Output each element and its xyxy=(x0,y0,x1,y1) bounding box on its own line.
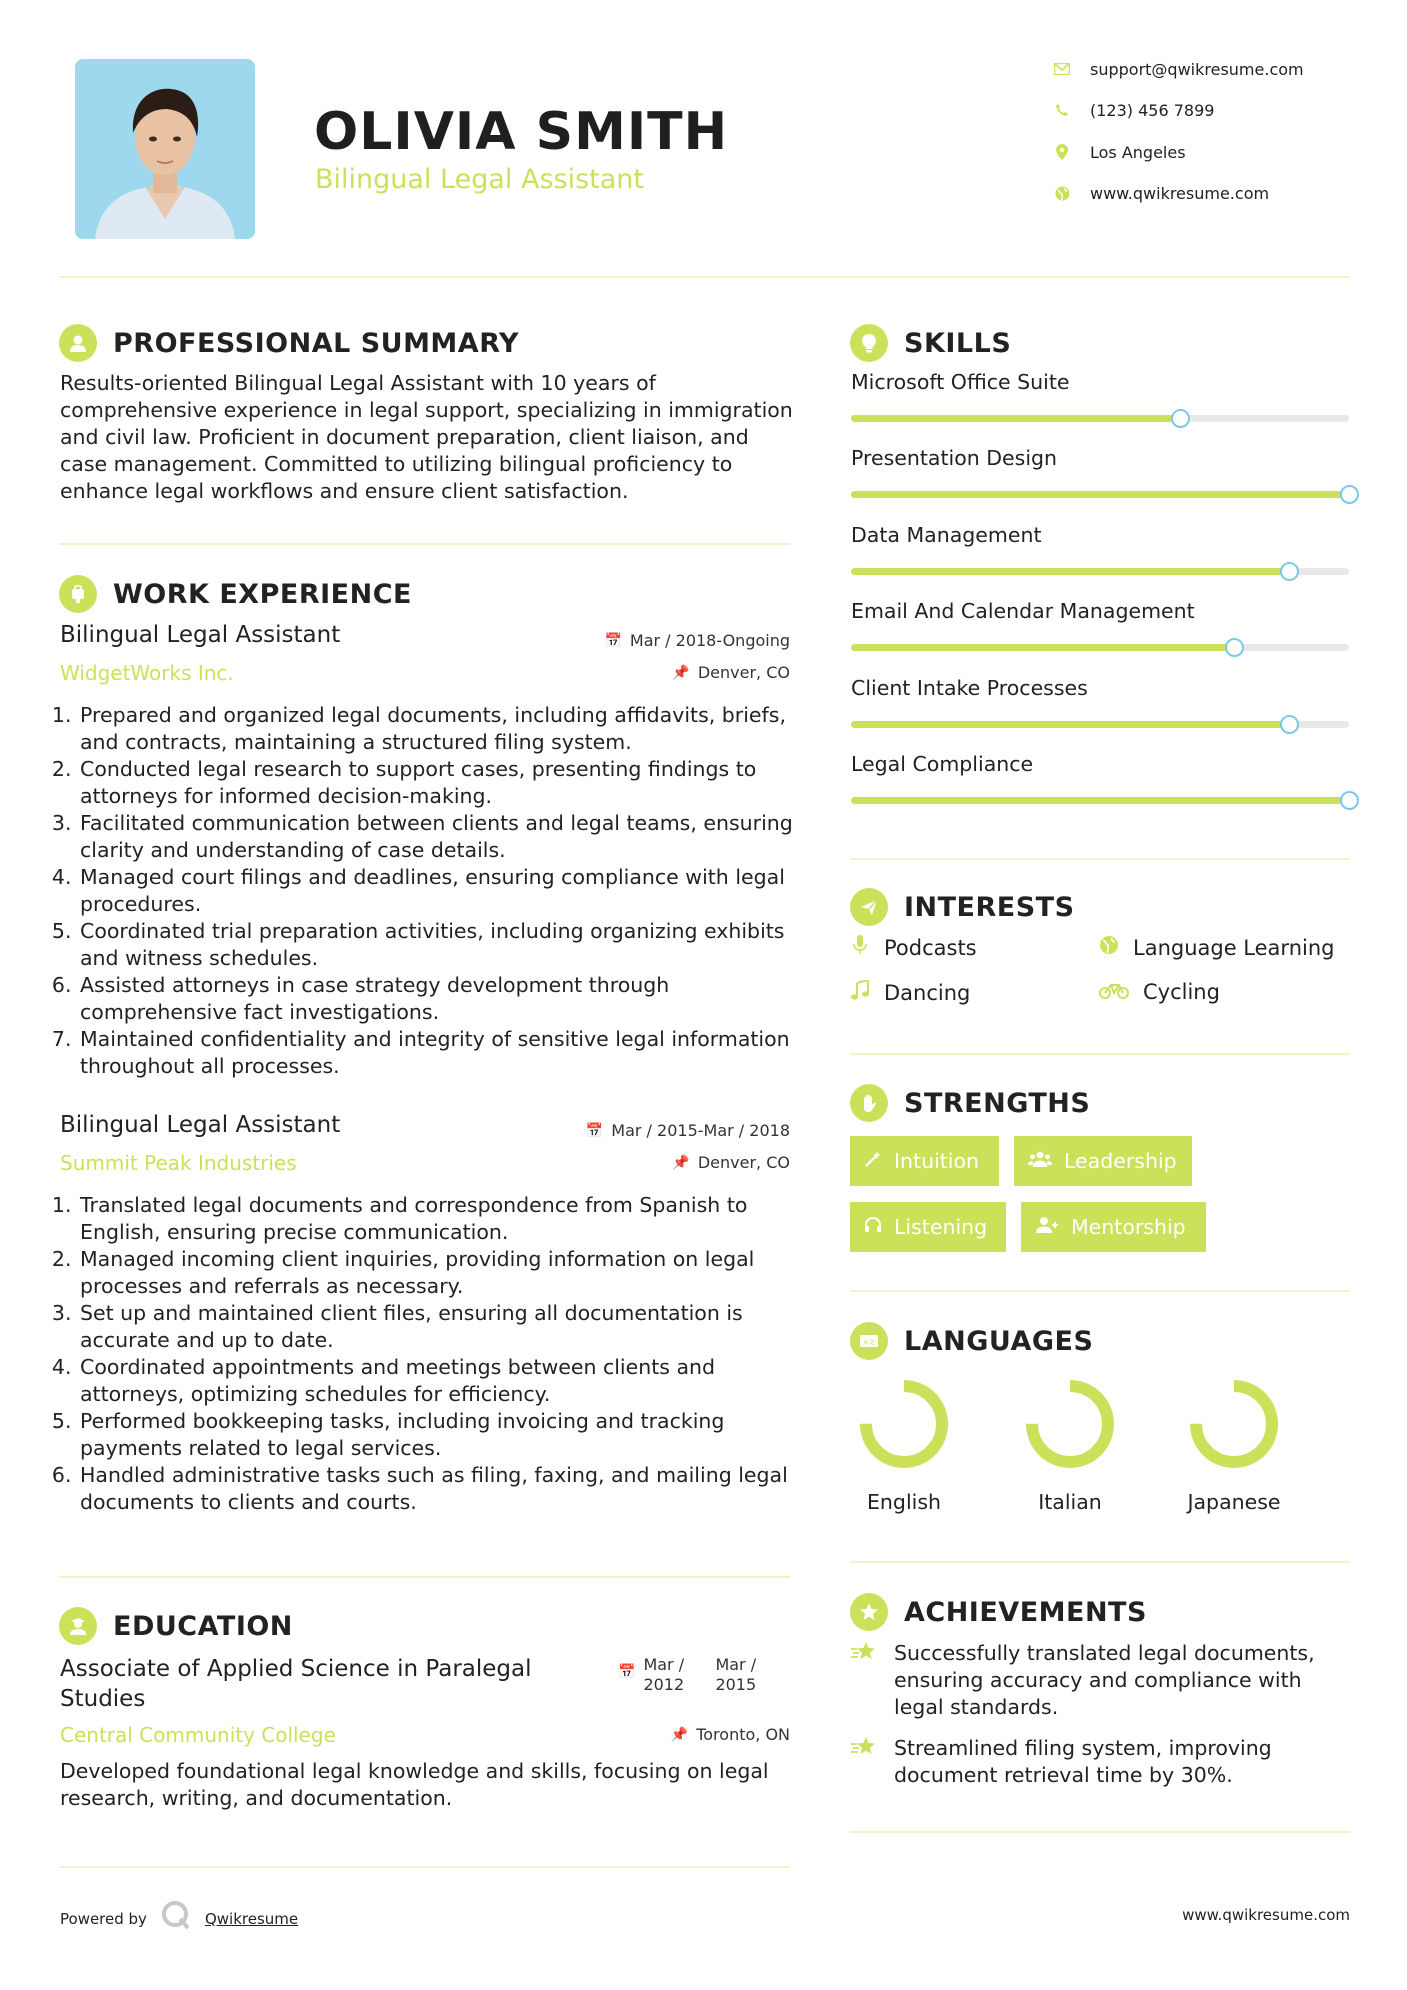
qwikresume-logo-icon xyxy=(161,1900,191,1938)
education-date-start: Mar / 2012 xyxy=(643,1655,685,1694)
job-1-duties xyxy=(60,702,800,1080)
star-icon xyxy=(850,1640,880,1671)
interests-heading-text: INTERESTS xyxy=(904,891,1075,923)
headphones-icon xyxy=(864,1216,882,1239)
star-badge-icon xyxy=(850,1593,888,1631)
candidate-title: Bilingual Legal Assistant xyxy=(315,164,644,195)
contact-website-text: www.qwikresume.com xyxy=(1090,183,1270,203)
interests-divider xyxy=(850,1053,1350,1055)
bicycle-icon xyxy=(1099,980,1129,1004)
languages-divider xyxy=(850,1561,1350,1563)
list-item: 1. Translated legal documents and correspondence from Spanish to English, ensuring precise communication. xyxy=(78,1192,800,1246)
list-item: 4. Managed court filings and deadlines, ensuring compliance with legal procedures. xyxy=(78,864,800,918)
list-item: 4. Coordinated appointments and meetings between clients and attorneys, optimizing schedules for efficiency. xyxy=(78,1354,800,1408)
music-note-icon xyxy=(850,980,870,1005)
education-location-text: Toronto, ON xyxy=(696,1725,790,1744)
education-description: Developed foundational legal knowledge and skills, focusing on legal research, writing, and documentation. xyxy=(60,1759,769,1810)
skill-name: Presentation Design xyxy=(851,446,1058,471)
phone-icon xyxy=(1052,100,1072,120)
graduate-icon xyxy=(59,1607,97,1645)
calendar-icon: 📅 xyxy=(604,632,622,649)
job-2-title: Bilingual Legal Assistant xyxy=(60,1112,341,1138)
contact-phone[interactable] xyxy=(1052,98,1372,122)
language-level-ring xyxy=(858,1378,950,1470)
star-icon xyxy=(850,1735,880,1766)
profile-photo xyxy=(75,59,255,239)
language-name: Japanese xyxy=(1187,1490,1281,1514)
skill-bar-track xyxy=(851,644,1349,651)
skills-heading xyxy=(850,323,1011,363)
interest-language-learning xyxy=(1099,935,1334,960)
languages-heading xyxy=(850,1321,1093,1361)
interest-label: Language Learning xyxy=(1133,935,1335,960)
skills-heading-text: SKILLS xyxy=(904,327,1012,359)
language-level-arc xyxy=(1032,1386,1108,1462)
list-item: 6. Assisted attorneys in case strategy development through comprehensive fact investigations. xyxy=(78,972,800,1026)
job-1-date xyxy=(604,631,790,650)
interest-label: Cycling xyxy=(1143,980,1220,1004)
powered-by-text: Powered by xyxy=(60,1910,147,1928)
job-1-location xyxy=(672,663,790,682)
qwikresume-link[interactable]: Qwikresume xyxy=(204,1910,299,1928)
strength-label: Listening xyxy=(894,1215,988,1239)
location-pin-icon xyxy=(1052,142,1072,162)
header-divider xyxy=(59,276,1350,278)
paper-plane-icon xyxy=(850,888,888,926)
job-1-date-text: Mar / 2018-Ongoing xyxy=(629,631,790,650)
pushpin-icon: 📌 xyxy=(672,1154,690,1171)
skill-name: Legal Compliance xyxy=(851,752,1034,776)
achievement-text: Streamlined filing system, improving document retrieval time by 30%. xyxy=(894,1736,1272,1787)
education-degree: Associate of Applied Science in Paralegal Studies xyxy=(60,1656,532,1712)
skill-bar-fill xyxy=(851,721,1289,728)
job-2-company: Summit Peak Industries xyxy=(60,1151,297,1175)
education-heading-text: EDUCATION xyxy=(113,1610,293,1642)
summary-heading xyxy=(59,323,519,363)
summary-heading-text: PROFESSIONAL SUMMARY xyxy=(113,327,520,359)
strength-intuition xyxy=(850,1136,999,1186)
education-heading xyxy=(59,1606,293,1646)
list-item: 3. Facilitated communication between clients and legal teams, ensuring clarity and understanding of case details. xyxy=(78,810,800,864)
skill-level-knob xyxy=(1280,715,1299,734)
candidate-name: OLIVIA SMITH xyxy=(314,102,729,162)
contact-phone-text: (123) 456 7899 xyxy=(1090,100,1215,120)
achievements-heading xyxy=(850,1592,1147,1632)
hand-icon xyxy=(850,1084,888,1122)
language-name: English xyxy=(866,1490,942,1514)
interest-podcasts xyxy=(850,935,977,960)
language-name: Italian xyxy=(1038,1490,1102,1514)
list-item: 7. Maintained confidentiality and integrity of sensitive legal information throughout all processes. xyxy=(78,1026,800,1080)
achievements-heading-text: ACHIEVEMENTS xyxy=(904,1596,1147,1628)
strengths-heading-text: STRENGTHS xyxy=(904,1087,1091,1119)
skill-bar-fill xyxy=(851,644,1234,651)
pushpin-icon: 📌 xyxy=(670,1726,689,1743)
interests-heading xyxy=(850,887,1075,927)
contact-email-text: support@qwikresume.com xyxy=(1090,59,1304,79)
achievement-item xyxy=(850,1735,1340,1789)
user-plus-icon xyxy=(1035,1216,1059,1239)
interest-label: Dancing xyxy=(884,980,971,1005)
summary-divider xyxy=(59,543,790,545)
strength-label: Mentorship xyxy=(1071,1215,1186,1239)
person-portrait-icon xyxy=(75,59,255,239)
mail-icon xyxy=(1052,59,1072,79)
education-dates xyxy=(618,1655,775,1695)
calendar-icon: 📅 xyxy=(585,1122,604,1139)
achievements-divider xyxy=(850,1831,1350,1833)
interest-label: Podcasts xyxy=(884,935,977,960)
job-1-location-text: Denver, CO xyxy=(697,663,790,682)
skill-bar-fill xyxy=(851,797,1349,804)
strength-leadership xyxy=(1014,1136,1192,1186)
interest-dancing xyxy=(850,980,970,1005)
globe-icon xyxy=(1052,183,1072,203)
strength-label: Intuition xyxy=(894,1149,980,1173)
skill-name: Microsoft Office Suite xyxy=(851,370,1070,394)
experience-heading-text: WORK EXPERIENCE xyxy=(113,578,412,610)
skill-bar-track xyxy=(851,415,1349,422)
user-icon xyxy=(59,324,97,362)
education-location xyxy=(671,1725,790,1744)
skill-name: Data Management xyxy=(851,522,1042,547)
language-level-ring xyxy=(1188,1378,1280,1470)
skill-name: Client Intake Processes xyxy=(851,675,1088,700)
calendar-icon: 📅 xyxy=(618,1664,636,1680)
job-2-duties xyxy=(60,1192,800,1516)
list-item: 5. Performed bookkeeping tasks, including invoicing and tracking payments related to legal services. xyxy=(78,1408,800,1462)
magic-wand-icon xyxy=(864,1150,882,1173)
strength-mentorship xyxy=(1021,1202,1206,1252)
interest-cycling xyxy=(1099,980,1220,1004)
contact-location xyxy=(1052,140,1372,164)
strength-listening xyxy=(850,1202,1006,1252)
skill-bar-fill xyxy=(851,415,1180,422)
list-item: 2. Managed incoming client inquiries, providing information on legal processes and referrals as necessary. xyxy=(78,1246,800,1300)
job-2-location xyxy=(672,1153,790,1172)
strength-label: Leadership xyxy=(1064,1149,1177,1173)
education-divider xyxy=(59,1866,790,1868)
experience-heading xyxy=(59,574,412,614)
microphone-icon xyxy=(850,935,870,960)
language-level-arc xyxy=(866,1386,942,1462)
contact-email[interactable] xyxy=(1052,57,1372,81)
language-level-arc xyxy=(1196,1386,1272,1462)
education-date-end: Mar / 2015 xyxy=(715,1655,757,1694)
languages-heading-text: LANGUAGES xyxy=(904,1325,1094,1357)
skill-bar-track xyxy=(851,721,1349,728)
experience-divider xyxy=(59,1576,790,1578)
job-2-date xyxy=(586,1121,790,1140)
contact-location-text: Los Angeles xyxy=(1090,142,1186,162)
skill-bar-track xyxy=(851,491,1349,498)
list-item: 3. Set up and maintained client files, ensuring all documentation is accurate and up to date. xyxy=(78,1300,800,1354)
language-level-ring xyxy=(1024,1378,1116,1470)
achievement-text: Successfully translated legal documents, ensuring accuracy and compliance with legal standards. xyxy=(894,1641,1315,1719)
skill-bar-track xyxy=(851,797,1349,804)
job-2-location-text: Denver, CO xyxy=(697,1153,790,1172)
skill-level-knob xyxy=(1280,562,1299,581)
skill-bar-fill xyxy=(851,568,1289,575)
summary-text: Results-oriented Bilingual Legal Assistant with 10 years of comprehensive experience in legal support, specializing in immigration and civil law. Proficient in document preparation, client liaison, and case management. Committed to utilizing bilingual proficiency to enhance legal workflows and ensure client satisfaction. xyxy=(60,371,793,503)
achievement-item xyxy=(850,1640,1340,1721)
skill-level-knob xyxy=(1171,409,1190,428)
skill-bar-fill xyxy=(851,491,1349,498)
contact-website[interactable] xyxy=(1052,181,1372,205)
briefcase-icon xyxy=(59,575,97,613)
strengths-heading xyxy=(850,1083,1090,1123)
skill-level-knob xyxy=(1340,791,1359,810)
globe-icon xyxy=(1099,935,1119,960)
skill-level-knob xyxy=(1340,485,1359,504)
job-2-date-text: Mar / 2015-Mar / 2018 xyxy=(611,1121,790,1140)
list-item: 5. Coordinated trial preparation activities, including organizing exhibits and witness schedules. xyxy=(78,918,800,972)
skills-divider xyxy=(850,858,1350,860)
skill-name: Email And Calendar Management xyxy=(851,599,1195,624)
strengths-divider xyxy=(850,1290,1350,1292)
pushpin-icon: 📌 xyxy=(672,664,690,681)
list-item: 1. Prepared and organized legal documents, including affidavits, briefs, and contracts, maintaining a structured filing system. xyxy=(78,702,800,756)
lightbulb-icon xyxy=(850,324,888,362)
list-item: 2. Conducted legal research to support cases, presenting findings to attorneys for informed decision-making. xyxy=(78,756,800,810)
footer-powered-by xyxy=(60,1900,298,1938)
education-school: Central Community College xyxy=(60,1723,336,1747)
skill-level-knob xyxy=(1225,638,1244,657)
job-1-title: Bilingual Legal Assistant xyxy=(60,622,341,648)
job-1-company: WidgetWorks Inc. xyxy=(60,661,234,685)
group-icon xyxy=(1028,1150,1052,1173)
language-icon xyxy=(850,1322,888,1360)
footer-url[interactable]: www.qwikresume.com xyxy=(1182,1906,1350,1924)
skill-bar-track xyxy=(851,568,1349,575)
list-item: 6. Handled administrative tasks such as filing, faxing, and mailing legal documents to clients and courts. xyxy=(78,1462,800,1516)
svg-text:A文: A文 xyxy=(863,1338,875,1347)
